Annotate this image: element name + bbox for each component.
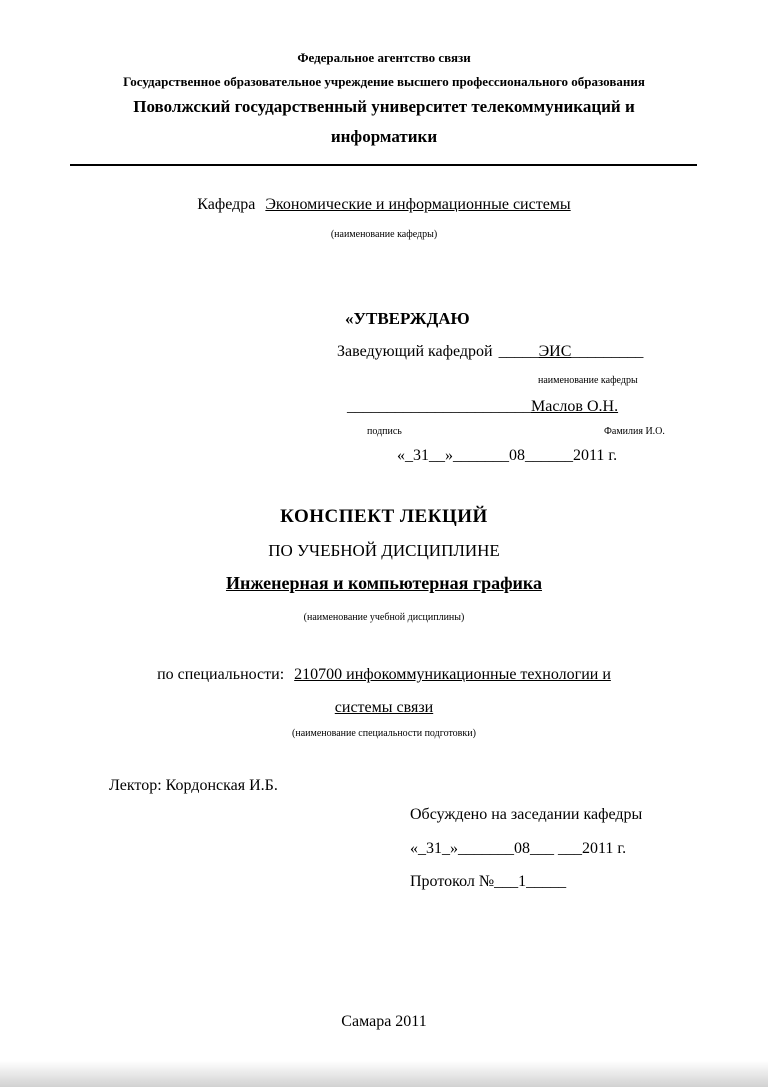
head-of-department-line — [337, 343, 643, 361]
approve-title: «УТВЕРЖДАЮ — [345, 309, 470, 328]
head-label: Заведующий кафедрой — [337, 343, 493, 360]
specialty-caption: (наименование специальности подготовки) — [292, 728, 476, 739]
department-label: Кафедра — [197, 196, 256, 213]
discipline-subtitle: ПО УЧЕБНОЙ ДИСЦИПЛИНЕ — [268, 541, 500, 560]
city-year-line: Самара 2011 — [341, 1013, 427, 1030]
head-blank-left: _____ — [498, 343, 539, 360]
department-name: Экономические и информационные системы — [265, 196, 571, 213]
specialty-label: по специальности: — [157, 666, 285, 683]
discipline-name: Инженерная и компьютерная графика — [225, 573, 543, 593]
protocol-line: Протокол №___1_____ — [410, 873, 567, 890]
lecturer-line: Лектор: Кордонская И.Б. — [109, 777, 278, 794]
signature-caption-left: подпись — [367, 426, 402, 437]
specialty-line — [0, 666, 768, 684]
signature-line — [347, 398, 618, 416]
discipline-caption: (наименование учебной дисциплины) — [303, 612, 465, 623]
head-value-abbr: ЭИС — [538, 343, 572, 360]
bottom-shadow — [0, 1061, 768, 1087]
head-blank-right: _________ — [571, 343, 644, 360]
discussion-line: Обсуждено на заседании кафедры — [410, 806, 643, 823]
approval-date-line: «_31__»_______08______2011 г. — [397, 447, 618, 464]
institution-line: Государственное образовательное учреждение высшего профессионального образования — [123, 74, 645, 89]
university-name-line-1: Поволжский государственный университет телекоммуникаций и — [133, 97, 635, 116]
specialty-value-2: системы связи — [334, 699, 434, 716]
department-line — [0, 196, 768, 214]
signature-name: Маслов О.Н. — [531, 398, 619, 415]
header-divider — [70, 164, 697, 166]
agency-line: Федеральное агентство связи — [297, 50, 471, 65]
signature-blank: _______________________ — [347, 398, 531, 415]
lecture-notes-title: КОНСПЕКТ ЛЕКЦИЙ — [280, 506, 488, 527]
discussion-date-line: «_31_»_______08___ ___2011 г. — [410, 840, 627, 857]
department-caption: (наименование кафедры) — [330, 229, 438, 240]
specialty-value-1: 210700 инфокоммуникационные технологии и — [294, 666, 611, 683]
head-caption: наименование кафедры — [538, 375, 638, 386]
signature-caption-right: Фамилия И.О. — [604, 426, 665, 437]
university-name-line-2: информатики — [330, 127, 438, 146]
